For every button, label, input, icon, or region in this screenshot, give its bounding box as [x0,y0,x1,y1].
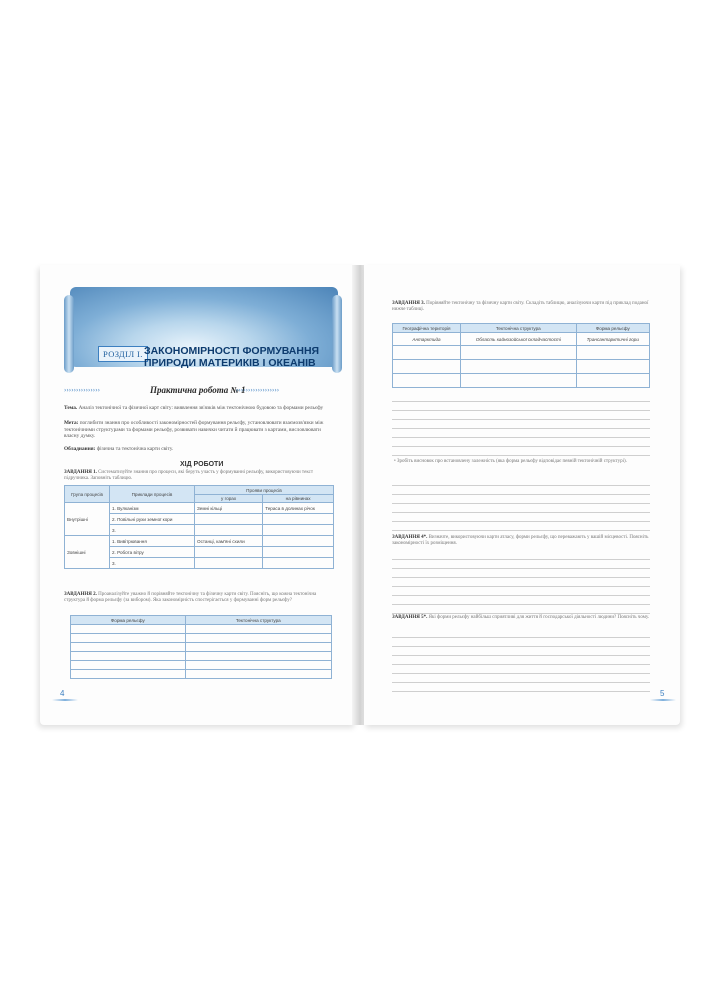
section-label: РОЗДІЛ І. [98,346,148,362]
goal-text: поглибити знання про особливості закономірностей формування рельєфу, установлювати взаємозв'язки між тектонічними структурами та формами рельєфу, розвивати навички читати й працювати з картами, висловлювати власну думку. [64,420,324,440]
mountains-cell [195,514,263,525]
task2-label: ЗАВДАННЯ 2. [64,592,97,597]
tectonic-cell [185,643,331,652]
tectonic-cell [185,670,331,679]
example-cell: 1. Вулканізм [110,503,195,514]
answer-lines-task3 [392,393,650,456]
col-relief-header: Форма рельєфу [576,324,649,333]
example-cell: 3. [110,525,195,536]
col-examples-header: Приклади процесів [110,486,195,503]
table-row [65,503,334,514]
relief-cell [71,634,186,643]
arrows-decoration-right: ›››››››››››››››››› [236,387,280,394]
page-number-left: 4 [60,689,65,698]
territory-table [392,323,650,388]
goal-row [64,420,334,440]
topic-row [64,405,334,412]
tectonic-cell [185,634,331,643]
equipment-label: Обладнання: [64,446,96,452]
task5-text: Які форми рельєфу найбільш сприятливі для життя й господарської діяльності людини? Поясніть чому. [428,615,650,620]
equipment-row [64,446,334,453]
table-row [393,374,650,388]
relief-cell [71,652,186,661]
territory-cell [393,346,461,360]
task2-text: Проаналізуйте уважно й порівняйте тектонічну та фізичну карти світу. Поясніть, що кожна тектонічна структура й форма рельєфу (за вибором). Яка закономірність спостерігається у формуванні форм рельєфу? [64,592,317,604]
relief-cell [71,643,186,652]
col-manifest-header: Прояви процесів [195,486,334,495]
relief-cell [71,625,186,634]
left-page [40,265,356,725]
page-number-right: 5 [660,689,665,698]
page-number-wave-left [52,699,78,701]
plains-cell: Тераса в долинах річок [263,503,334,514]
task2 [64,592,334,604]
plains-cell [263,536,334,547]
task5 [392,615,654,621]
territory-cell [393,360,461,374]
table-row [71,625,332,634]
col-structure-header: Тектонічна структура [461,324,577,333]
col-territory-header: Географічна територія [393,324,461,333]
col-group-header: Група процесів [65,486,110,503]
answer-lines-task5 [392,629,650,692]
task1-text: Систематизуйте знання про процеси, які беруть участь у формуванні рельєфу, використовуючи текст підручника. Заповніть таблицю. [64,470,314,482]
answer-lines-conclusion [392,477,650,531]
task3-text: Порівняйте тектонічну та фізичну карти світу. Складіть таблицю, аналізуючи карти під приклад поданої нижче таблиці. [392,301,649,313]
territory-cell [393,374,461,388]
relief-cell [576,360,649,374]
arrows-decoration-left: ››››››››››››››› [64,387,100,394]
table-row [71,661,332,670]
example-cell: 3. [110,558,195,569]
table-row [71,670,332,679]
table-row [393,346,650,360]
relief-cell [576,374,649,388]
topic-text: Аналіз тектонічної та фізичної карт світу: виявлення зв'язків між тектонічною будовою та формами рельєфу [78,405,324,411]
bullet-icon: • [394,459,396,464]
section-title: ЗАКОНОМІРНОСТІ ФОРМУВАННЯ ПРИРОДИ МАТЕРИКІВ І ОКЕАНІВ [144,345,320,369]
col-relief-header: Форма рельєфу [71,616,186,625]
table-row [71,643,332,652]
task5-label: ЗАВДАННЯ 5*. [392,615,428,620]
structure-cell [461,346,577,360]
page-number-wave-right [650,699,676,701]
relief-cell [71,661,186,670]
topic-label: Тема. [64,405,78,411]
mountains-cell [195,525,263,536]
structure-cell [461,360,577,374]
table-row [71,634,332,643]
task3-label: ЗАВДАННЯ 3. [392,301,425,306]
task1-label: ЗАВДАННЯ 1. [64,470,97,475]
plains-cell [263,525,334,536]
task1 [64,470,334,482]
relief-cell [71,670,186,679]
territory-cell: Антарктида [393,333,461,346]
task4-label: ЗАВДАННЯ 4*. [392,535,428,540]
table-row [71,652,332,661]
col-mountains-header: у горах [195,495,263,503]
tectonic-cell [185,625,331,634]
group-cell: Зовнішні [65,536,110,569]
relief-cell [576,346,649,360]
table-row [393,360,650,374]
plains-cell [263,514,334,525]
conclusion-text: Зробіть висновок про встановлену залежність (яка форма рельєфу відповідає певній тектонічній структурі). [397,459,627,464]
scroll-roll-left [64,295,74,373]
plains-cell [263,547,334,558]
task3 [392,301,654,313]
processes-table [64,485,334,569]
structure-cell: Область кайнозойської складчастості [461,333,577,346]
example-cell: 2. Робота вітру [110,547,195,558]
tectonic-cell [185,661,331,670]
table-row [65,536,334,547]
work-progress-heading: ХІД РОБОТИ [180,461,224,468]
tectonic-cell [185,652,331,661]
table-row [393,333,650,346]
workbook-spread [40,265,680,725]
col-plains-header: на рівнинах [263,495,334,503]
task4-text: Визначте, використовуючи карти атласу, форми рельєфу, що переважають у вашій місцевості. Поясніть закономірності їх розміщення. [392,535,649,547]
practical-work-title: Практична робота № 1 [150,385,246,395]
example-cell: 2. Повільні рухи земної кори [110,514,195,525]
answer-lines-task4 [392,551,650,614]
task4 [392,535,654,547]
mountains-cell: Земні кільці [195,503,263,514]
structure-cell [461,374,577,388]
conclusion-bullet [394,459,652,465]
mountains-cell [195,547,263,558]
goal-label: Мета: [64,420,79,426]
group-cell: Внутрішні [65,503,110,536]
mountains-cell [195,558,263,569]
mountains-cell: Останці, кам'яні схили [195,536,263,547]
plains-cell [263,558,334,569]
col-tectonic-header: Тектонічна структура [185,616,331,625]
relief-cell: Трансантарктичні гори [576,333,649,346]
relief-table [70,615,332,679]
right-page [364,265,680,725]
equipment-text: фізична та тектонічна карти світу. [96,446,174,452]
example-cell: 1. Вивітрювання [110,536,195,547]
